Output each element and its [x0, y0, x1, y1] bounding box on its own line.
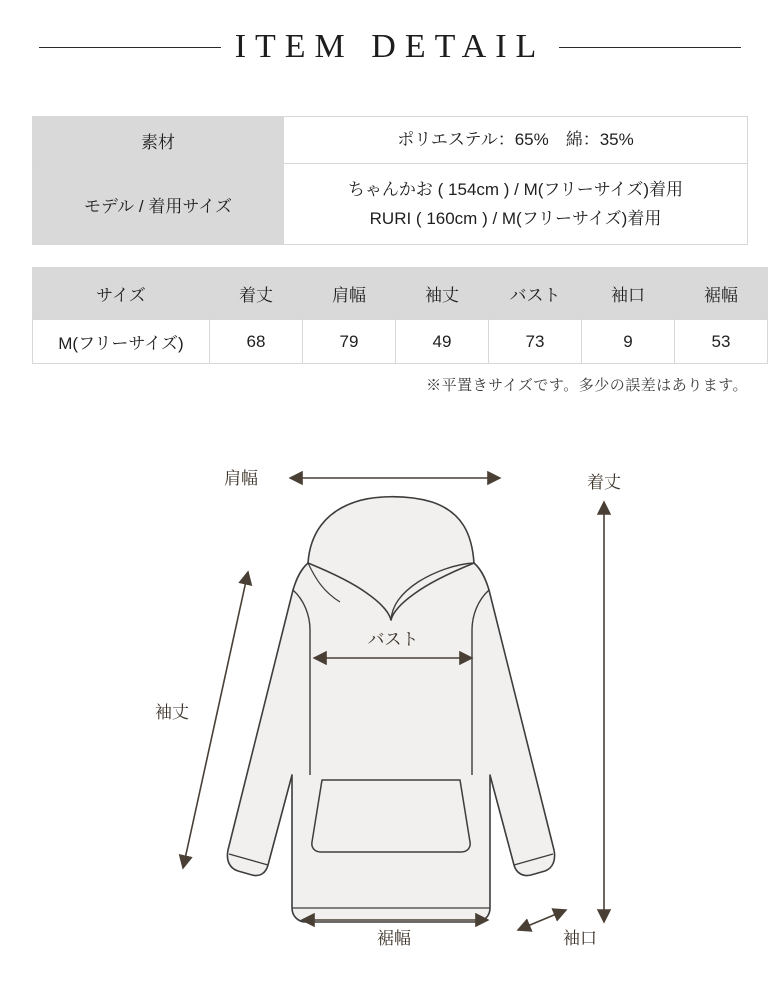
size-cell-length: 68: [210, 320, 303, 364]
size-header-cell: サイズ: [33, 268, 210, 320]
size-header-cell: 着丈: [210, 268, 303, 320]
table-row: [33, 117, 748, 164]
size-table-wrapper: [32, 267, 748, 364]
page-header: [0, 0, 780, 70]
size-cell-hem: 53: [675, 320, 768, 364]
hem-label: 裾幅: [377, 929, 411, 948]
model-value-line-2: RURI ( 160cm ) / M(フリーサイズ)着用: [369, 209, 662, 228]
header-rule-right: [559, 47, 741, 48]
size-cell-sleeve: 49: [396, 320, 489, 364]
hoodie-pocket: [312, 780, 470, 852]
size-cell-name: M(フリーサイズ): [33, 320, 210, 364]
page-title: ITEM DETAIL: [234, 28, 546, 65]
garment-diagram: [0, 430, 780, 1000]
size-note: ※平置きサイズです。多少の誤差はあります。: [426, 377, 748, 394]
header-rule-left: [39, 47, 221, 48]
material-value: [284, 117, 748, 164]
length-label: 着丈: [587, 473, 621, 492]
material-table: [32, 116, 748, 245]
model-value: [284, 164, 748, 245]
size-table-header-row: [33, 268, 768, 320]
material-label: 素材: [33, 117, 284, 164]
hoodie-illustration: [227, 497, 554, 1000]
table-row: [33, 320, 768, 364]
material-value-line: ポリエステル：65% 綿：35%: [397, 130, 634, 150]
size-header-cell: バスト: [489, 268, 582, 320]
sleeve-label: 袖丈: [155, 703, 189, 722]
shoulder-label: 肩幅: [224, 469, 258, 488]
material-table-wrapper: [32, 116, 748, 245]
size-header-cell: 肩幅: [303, 268, 396, 320]
size-table: [32, 267, 768, 364]
model-value-line-1: ちゃんかお ( 154cm ) / M(フリーサイズ)着用: [347, 179, 684, 199]
size-header-cell: 裾幅: [675, 268, 768, 320]
cuff-arrow: [518, 910, 566, 930]
size-header-cell: 袖丈: [396, 268, 489, 320]
table-row: [33, 164, 748, 245]
model-label: モデル / 着用サイズ: [33, 164, 284, 245]
size-cell-bust: 73: [489, 320, 582, 364]
cuff-label: 袖口: [563, 929, 597, 948]
size-header-cell: 袖口: [582, 268, 675, 320]
size-cell-cuff: 9: [582, 320, 675, 364]
bust-label: バスト: [367, 630, 419, 649]
size-cell-shoulder: 79: [303, 320, 396, 364]
